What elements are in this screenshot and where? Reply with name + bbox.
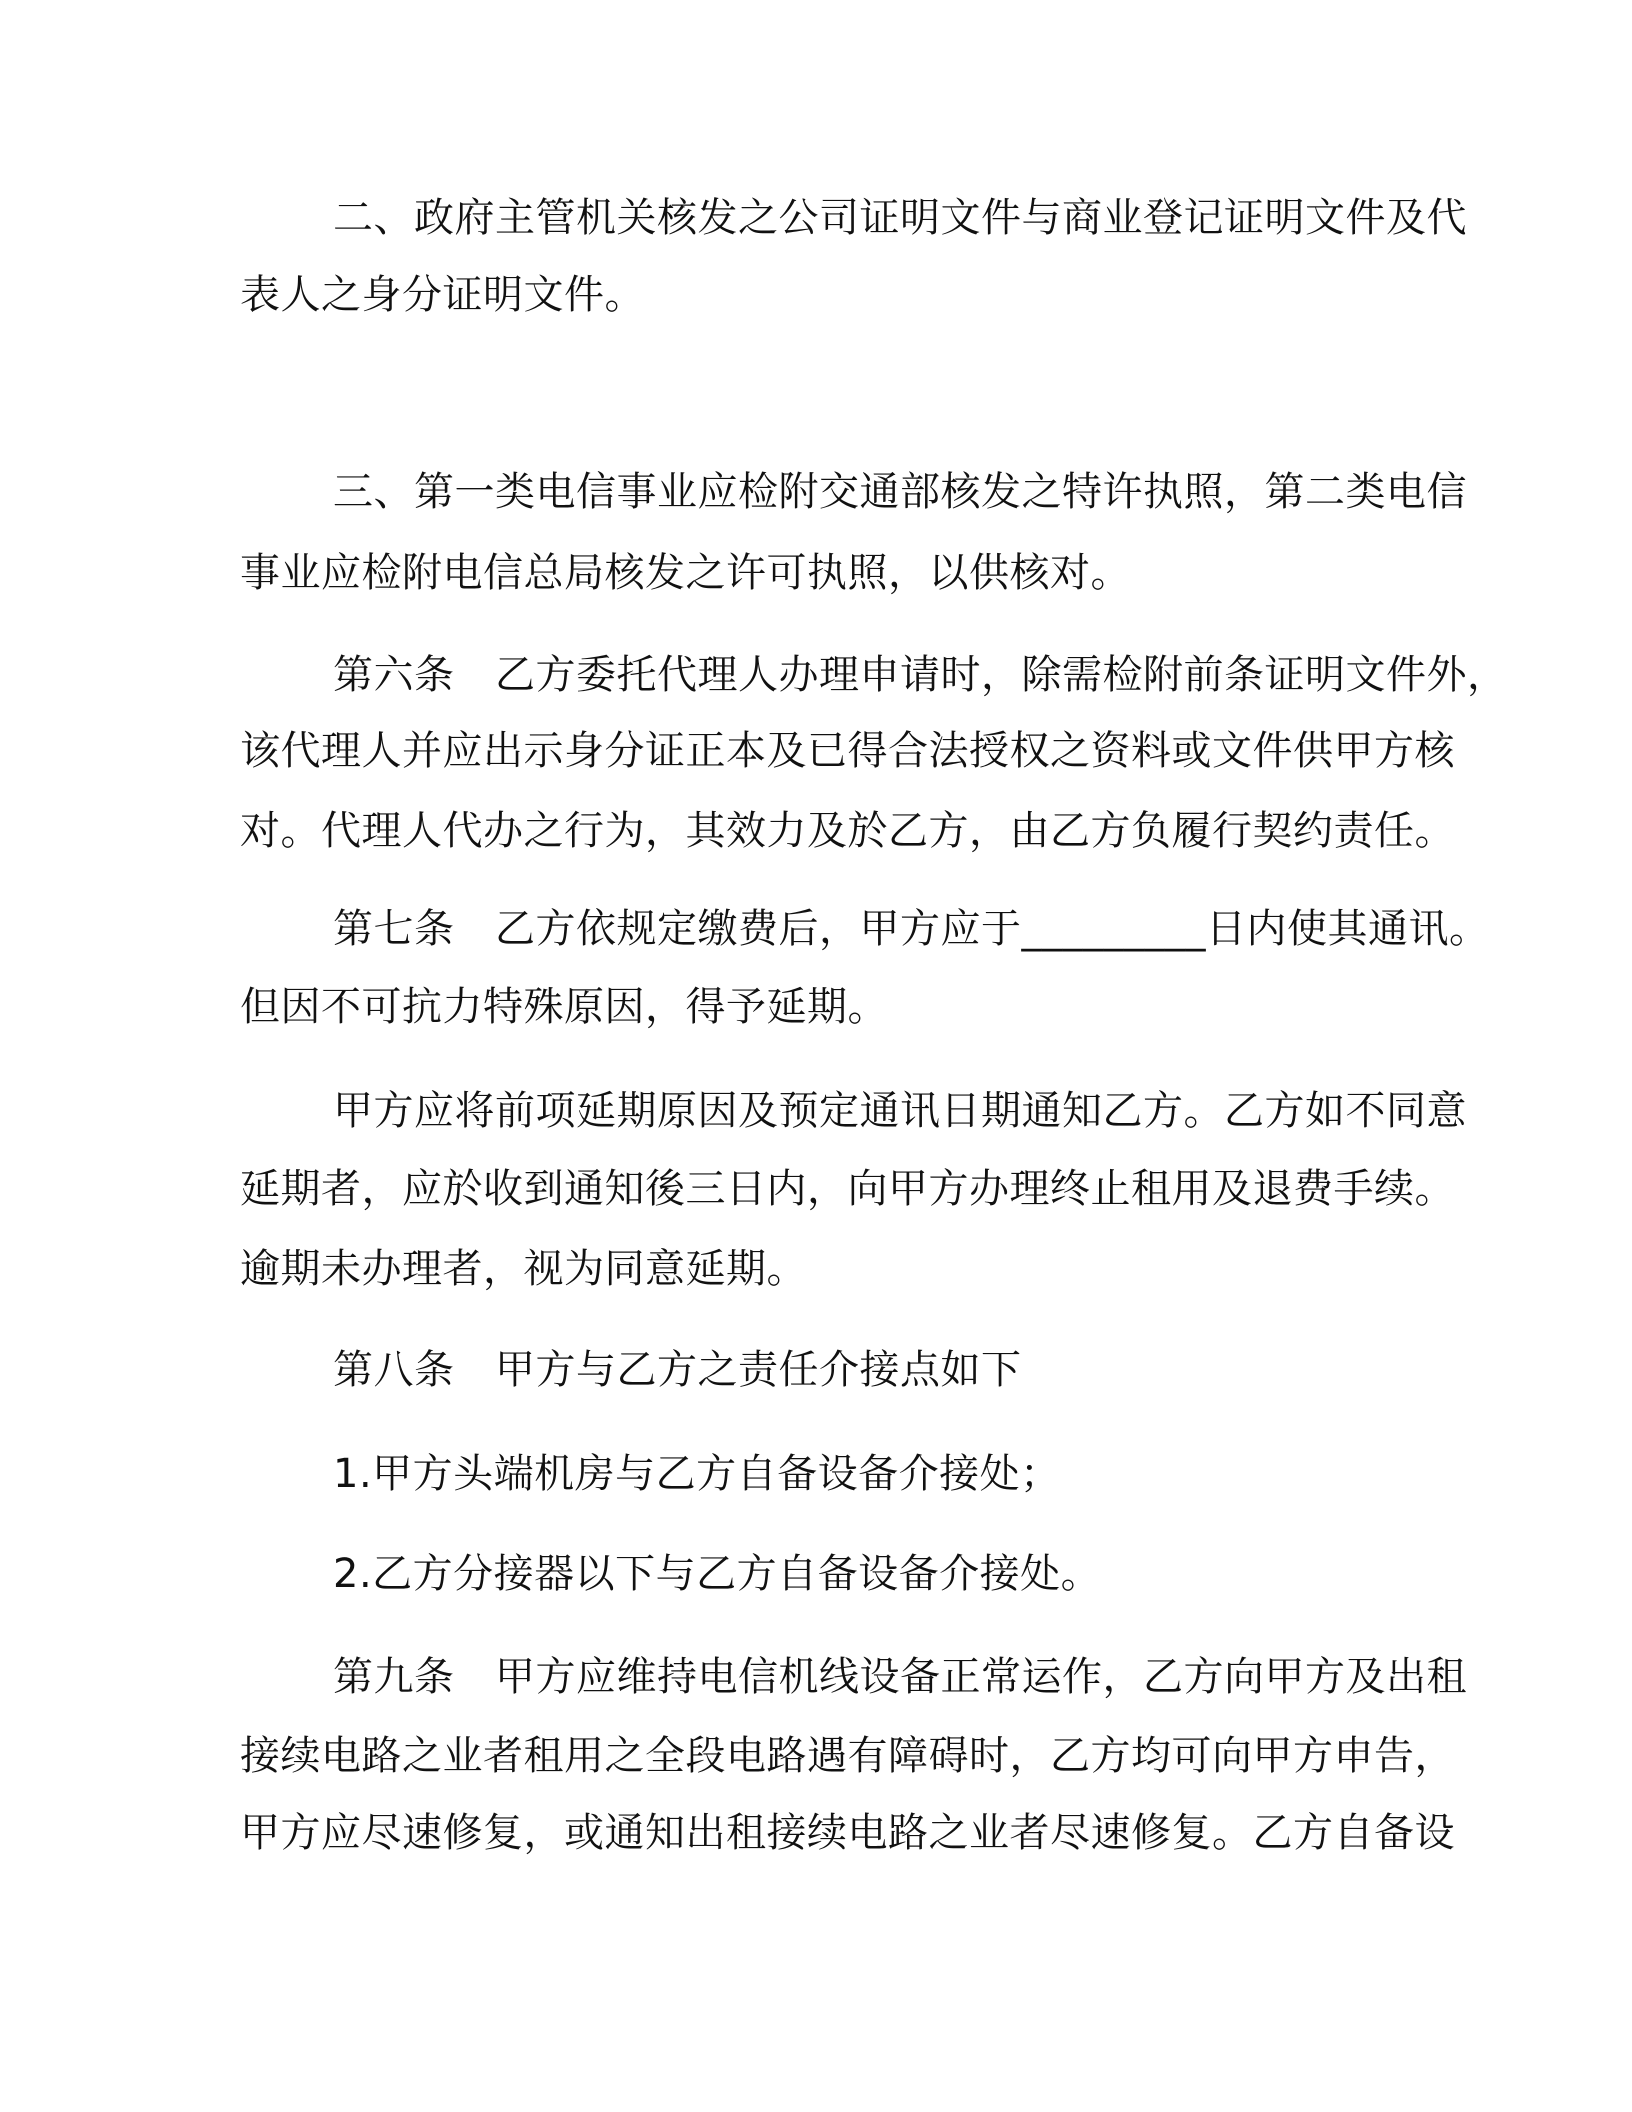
text-line: 第七条 乙方依规定缴费后，甲方应于_________日内使其通讯。 <box>333 906 1490 952</box>
text-line: 逾期未办理者，视为同意延期。 <box>240 1246 807 1292</box>
text-line: 第六条 乙方委托代理人办理申请时，除需检附前条证明文件外， <box>333 652 1508 698</box>
text-line: 1.甲方头端机房与乙方自备设备介接处； <box>333 1451 1061 1497</box>
text-line: 表人之身分证明文件。 <box>240 272 645 318</box>
text-line: 甲方应尽速修复，或通知出租接续电路之业者尽速修复。乙方自备设 <box>240 1810 1455 1856</box>
text-line: 甲方应将前项延期原因及预定通讯日期通知乙方。乙方如不同意 <box>333 1088 1467 1134</box>
text-line: 接续电路之业者租用之全段电路遇有障碍时，乙方均可向甲方申告， <box>240 1733 1455 1779</box>
text-line: 三、第一类电信事业应检附交通部核发之特许执照，第二类电信 <box>333 469 1467 515</box>
text-line: 该代理人并应出示身分证正本及已得合法授权之资料或文件供甲方核 <box>240 728 1455 774</box>
text-line: 二、政府主管机关核发之公司证明文件与商业登记证明文件及代 <box>333 195 1467 241</box>
text-line: 但因不可抗力特殊原因，得予延期。 <box>240 984 888 1030</box>
text-line: 对。代理人代办之行为，其效力及於乙方，由乙方负履行契约责任。 <box>240 808 1455 854</box>
text-line: 2.乙方分接器以下与乙方自备设备介接处。 <box>333 1551 1102 1597</box>
text-line: 事业应检附电信总局核发之许可执照，以供核对。 <box>240 550 1131 596</box>
text-line: 第九条 甲方应维持电信机线设备正常运作，乙方向甲方及出租 <box>333 1654 1467 1700</box>
text-line: 延期者，应於收到通知後三日内，向甲方办理终止租用及退费手续。 <box>240 1166 1455 1212</box>
text-line: 第八条 甲方与乙方之责任介接点如下 <box>333 1347 1022 1393</box>
